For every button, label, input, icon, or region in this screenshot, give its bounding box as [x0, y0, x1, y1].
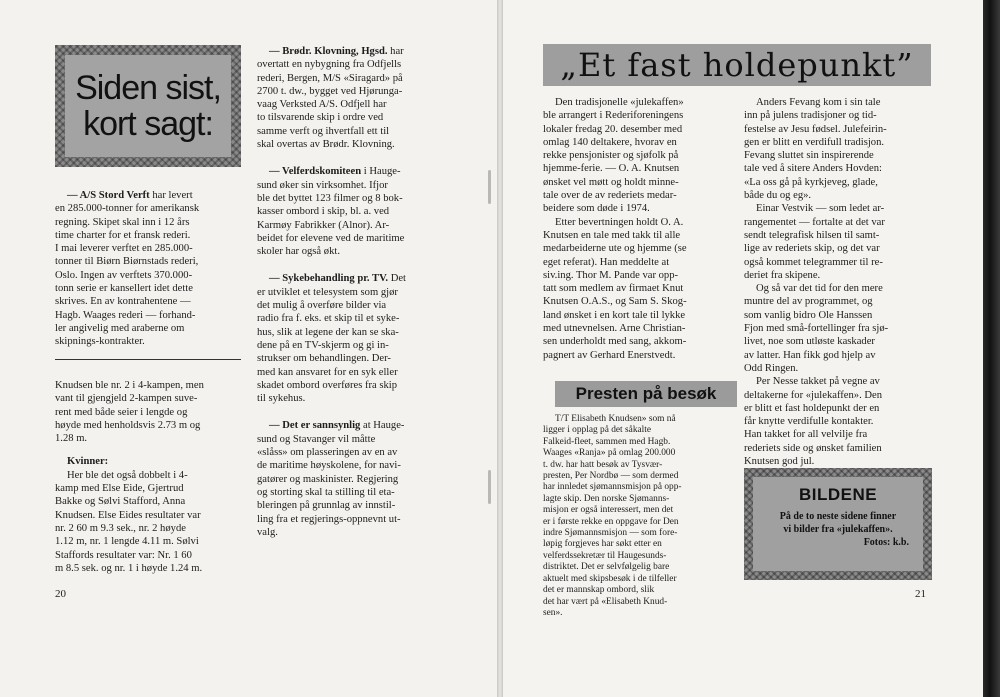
- text-line: I mai leverer verftet en 285.000-: [55, 243, 193, 255]
- page-number-right: 21: [915, 588, 926, 600]
- text-line: er blitt et fast holdepunkt der en: [744, 402, 880, 414]
- text-line: det har vært på «Elisabeth Knud-: [543, 596, 668, 607]
- text-line: også kommet telegrammer til re-: [744, 256, 883, 268]
- spacer: [257, 258, 443, 272]
- text-line: er utviklet et telesystem som gjør: [257, 286, 398, 298]
- text-line: inn på julens tradisjoner og tid-: [744, 110, 877, 122]
- bildene-line: vi bilder fra «julekaffen».: [783, 524, 893, 535]
- right-column-2: [744, 96, 932, 468]
- text-line: sund og Stavanger vil måtte: [257, 433, 376, 445]
- text-line: ligger i opplag på det såkalte: [543, 425, 652, 436]
- text-line: presten, Per Nordbø — som dermed: [543, 471, 679, 482]
- text-line: 2700 t. dw., bygget ved Hjørunga-: [257, 85, 403, 97]
- text-line: to tilsvarende skip i ordre ved: [257, 112, 384, 124]
- staple: [488, 170, 491, 204]
- text-line: skoler har også økt.: [257, 246, 340, 258]
- text-line: medarbeiderne ute og hjemme (se: [543, 243, 687, 255]
- text-line: 1.12 m, nr. 1 lengde 4.11 m. Sølvi: [55, 536, 199, 548]
- bildene-credit: Fotos: k.b.: [863, 537, 909, 548]
- text-line: — Velferdskomiteen i Hauge-: [269, 166, 401, 178]
- text-line: hus, slik at legene der kan se ska-: [257, 326, 399, 338]
- text-line: sen».: [543, 607, 563, 618]
- text-line: velferdssekretær til Haugesunds-: [543, 550, 667, 561]
- text-line: vaag Verksted A/S. Odfjell har: [257, 99, 387, 111]
- text-line: ling fra et regjerings-oppnevnt ut-: [257, 513, 401, 525]
- section-title-box: [55, 45, 241, 167]
- text-line: nr. 2 60 m 9.3 sek., nr. 2 høyde: [55, 522, 186, 534]
- text-line: ler angivelig med araberne om: [55, 322, 185, 334]
- text-line: Han takket for all velvilje fra: [744, 429, 868, 441]
- text-line: Karmøy Fabrikker (Alnor). Ar-: [257, 219, 390, 231]
- text-line: kamp med Else Eide, Gjertrud: [55, 483, 184, 495]
- right-page: [503, 0, 983, 697]
- text-line: skipnings-kontrakter.: [55, 336, 145, 348]
- text-line: skal overtas av Brødr. Klovning.: [257, 139, 395, 151]
- text-line: de maritime høyskolene, for navi-: [257, 460, 401, 472]
- text-line: Einar Vestvik — som ledet ar-: [756, 203, 885, 215]
- staple: [488, 470, 491, 504]
- text-line: livet, noe som utløste kaskader: [744, 336, 875, 348]
- text-line: det mulig å overføre bilder via: [257, 300, 387, 312]
- text-line: — A/S Stord Verft har levert: [67, 190, 193, 201]
- bildene-text: [753, 510, 923, 549]
- text-line: Staffords resultater var: Nr. 1 60: [55, 549, 192, 561]
- text-line: lagte skip. Den norske Sjømanns-: [543, 493, 670, 504]
- text-line: skrives. En av kontrahentene —: [55, 296, 191, 308]
- text-line: Waages «Ranja» på omlag 200.000: [543, 448, 676, 459]
- text-line: rekke pensjonister og sjøfolk på: [543, 150, 679, 162]
- text-line: sund øker sin virksomhet. Ifjor: [257, 179, 388, 191]
- text-line: sendt telegrafisk hilsen til samt-: [744, 229, 880, 241]
- spacer: [257, 405, 443, 419]
- bildene-box: [744, 468, 932, 580]
- page-edge: [983, 0, 1000, 697]
- text-line: gatører og maskinister. Regjering: [257, 473, 399, 485]
- text-line: t. dw. har hatt besøk av Tysvær-: [543, 459, 663, 470]
- text-line: «La oss gå på kyrkjeveg, glade,: [744, 176, 878, 188]
- text-line: en 285.000-tonner for amerikansk: [55, 203, 200, 215]
- spacer: [257, 151, 443, 165]
- text-line: Knudsen ble nr. 2 i 4-kampen, men: [55, 380, 204, 391]
- text-line: skadet ombord overføres fra skip: [257, 379, 398, 391]
- text-line: rederiets side og ønsket familien: [744, 442, 882, 454]
- text-line: 1.28 m.: [55, 433, 88, 445]
- text-line: hjemme-ferie. — O. A. Knutsen: [543, 163, 680, 175]
- text-line: til sykehus.: [257, 393, 306, 405]
- text-line: indre Sjømannsmisjon — som fore-: [543, 528, 678, 539]
- text-line: Her ble det også dobbelt i 4-: [67, 469, 188, 481]
- text-line: deltakerne for «julekaffen». Den: [744, 389, 883, 401]
- text-line: Per Nesse takket på vegne av: [756, 376, 880, 388]
- text-line: land ønsket i en kort tale til lykke: [543, 309, 686, 321]
- text-line: tale ved å sitere Anders Hovden:: [744, 163, 882, 175]
- text-line: Bakke og Sølvi Stafford, Anna: [55, 496, 186, 508]
- text-line: løpig forgjeves har søkt etter en: [543, 539, 662, 550]
- text-line: tonner til Biørn Biørnstads rederi,: [55, 256, 199, 268]
- text-line: — Sykebehandling pr. TV. Det: [269, 273, 406, 285]
- text-line: — Brødr. Klovning, Hgsd. har: [269, 46, 404, 57]
- page-number-left: 20: [55, 588, 66, 600]
- text-line: ble det byttet 123 filmer og 8 bok-: [257, 192, 403, 204]
- text-line: Knutsen god jul.: [744, 456, 815, 468]
- text-line: har innledet sjømannsmisjon på opp-: [543, 482, 682, 493]
- text-line: omlag 140 deltakere, hvorav en: [543, 136, 677, 148]
- text-line: — Det er sannsynlig at Hauge-: [269, 420, 405, 432]
- sport-results: [55, 379, 241, 575]
- text-line: tonn serie er kansellert idet dette: [55, 283, 193, 295]
- text-line: deriet fra skipene.: [744, 269, 821, 281]
- text-line: vant til gjengjeld 2-kampen suve-: [55, 393, 198, 405]
- text-line: Fevang sluttet sin inspirerende: [744, 150, 874, 162]
- bildene-line: På de to neste sidene finner: [779, 511, 897, 522]
- text-line: ønsket vel møtt og holdt minne-: [543, 176, 679, 188]
- section-title-line-2: kort sagt:: [83, 105, 213, 143]
- text-line: distriktet. Det er selvfølgelig bare: [543, 562, 670, 573]
- text-line: regning. Skipet skal inn i 12 års: [55, 216, 190, 228]
- text-line: Fjon med små-fortellinger fra sjø-: [744, 323, 889, 335]
- text-line: T/T Elisabeth Knudsen» som nå: [555, 414, 676, 424]
- text-line: Falkeid-fleet, sammen med Hagb.: [543, 436, 671, 447]
- text-line: beidere som døde i 1974.: [543, 203, 650, 215]
- text-line: festelse av Jesu fødsel. Julefeirin-: [744, 123, 887, 135]
- text-line: med kan ansvaret for en syk eller: [257, 366, 398, 378]
- text-line: m 8.5 sek. og nr. 1 i høyde 1.24 m.: [55, 562, 203, 574]
- presten-article: [543, 414, 733, 619]
- text-line: valg.: [257, 526, 278, 538]
- text-line: eget referat). Han meddelte at: [543, 256, 670, 268]
- text-line: Etter bevertningen holdt O. A.: [555, 216, 684, 228]
- text-line: pagnert av Gerhard Enerstvedt.: [543, 349, 676, 361]
- left-page: [0, 0, 497, 697]
- text-line: Odd Ringen.: [744, 362, 799, 374]
- left-column-2: [257, 45, 443, 539]
- text-line: tatt som medlem av firmaet Knut: [543, 283, 684, 295]
- text-line: overtatt en nybygning fra Odfjells: [257, 59, 402, 71]
- text-line: av latter. Han fikk god hjelp av: [744, 349, 876, 361]
- section-title-line-1: Siden sist,: [75, 69, 221, 107]
- text-line: time charter for et fransk rederi.: [55, 229, 191, 241]
- text-line: Knudsen. Else Eides resultater var: [55, 509, 201, 521]
- text-line: Knutsen O.A.S., og Sam S. Skog-: [543, 296, 687, 308]
- bildene-title: BILDENE: [798, 485, 878, 504]
- text-line: «slåss» om plasseringen av en av: [257, 447, 398, 459]
- text-line: og storting skal ta stilling til eta-: [257, 486, 395, 498]
- text-line: Og så var det tid for den mere: [756, 283, 883, 295]
- right-column-1: [543, 96, 733, 362]
- column-divider: [55, 359, 241, 360]
- text-line: er i første rekke en oppgave for Den: [543, 516, 679, 527]
- text-line: muntre del av programmet, og: [744, 296, 873, 308]
- text-line: samme verft og ihvertfall ett til: [257, 125, 390, 137]
- text-line: får knytte verdifulle kontakter.: [744, 416, 874, 428]
- text-line: rederi, Bergen, M/S «Siragard» på: [257, 72, 403, 84]
- bildene-inner: [753, 477, 923, 571]
- text-line: rent med både seier i lengde og: [55, 406, 188, 418]
- text-line: bleringen på grunnlag av innstil-: [257, 500, 396, 512]
- text-line: tale over de av rederiets medar-: [543, 190, 677, 202]
- text-line: Den tradisjonelle «julekaffen»: [555, 97, 684, 108]
- text-line: det er mannskap ombord, slik: [543, 585, 655, 596]
- text-line: sen underholdt med sang, akkom-: [543, 336, 687, 348]
- text-line: gen er blitt en verdifull tradisjon.: [744, 136, 885, 148]
- spacer: [55, 445, 241, 455]
- text-line: som vanlig bidro Ole Hanssen: [744, 309, 873, 321]
- text-line: lokaler fredag 20. desember med: [543, 123, 683, 135]
- text-line: strukser om behandlingen. Der-: [257, 353, 391, 365]
- text-line: dene på en TV-skjerm og gi in-: [257, 339, 389, 351]
- text-line: Oslo. Ingen av verftets 370.000-: [55, 269, 193, 281]
- text-line: kasser ombord i skip, bl. a. ved: [257, 206, 390, 218]
- text-line: lige av rederiets skip, og det var: [744, 243, 880, 255]
- text-line: Knutsen en tale med takk til alle: [543, 229, 681, 241]
- text-line: siv.ing. Thor M. Pande var opp-: [543, 269, 679, 281]
- text-line: rangementet — fortalte at det var: [744, 216, 885, 228]
- text-line: ble arrangert i Rederiforeningens: [543, 110, 684, 122]
- text-line: beidet for elevene ved de maritime: [257, 232, 405, 244]
- article-headline: „Et fast holdepunkt”: [543, 44, 931, 86]
- text-line: både du og eg».: [744, 190, 812, 202]
- text-line: misjon er også interessert, men det: [543, 505, 674, 516]
- presten-headline: Presten på besøk: [555, 381, 737, 407]
- text-line: høyde med henholdsvis 2.73 m og: [55, 419, 201, 431]
- text-line: aktuelt med skipsbesøk i de tilfeller: [543, 573, 677, 584]
- text-line: med utnevnelsen. Arne Christian-: [543, 323, 686, 335]
- kvinner-heading: Kvinner:: [67, 456, 109, 468]
- left-column-1: [55, 189, 241, 349]
- section-title: [65, 55, 231, 157]
- text-line: Anders Fevang kom i sin tale: [756, 97, 881, 108]
- text-line: Hagb. Waages rederi — forhand-: [55, 309, 196, 321]
- text-line: radio fra f. eks. et skip til et syke-: [257, 313, 400, 325]
